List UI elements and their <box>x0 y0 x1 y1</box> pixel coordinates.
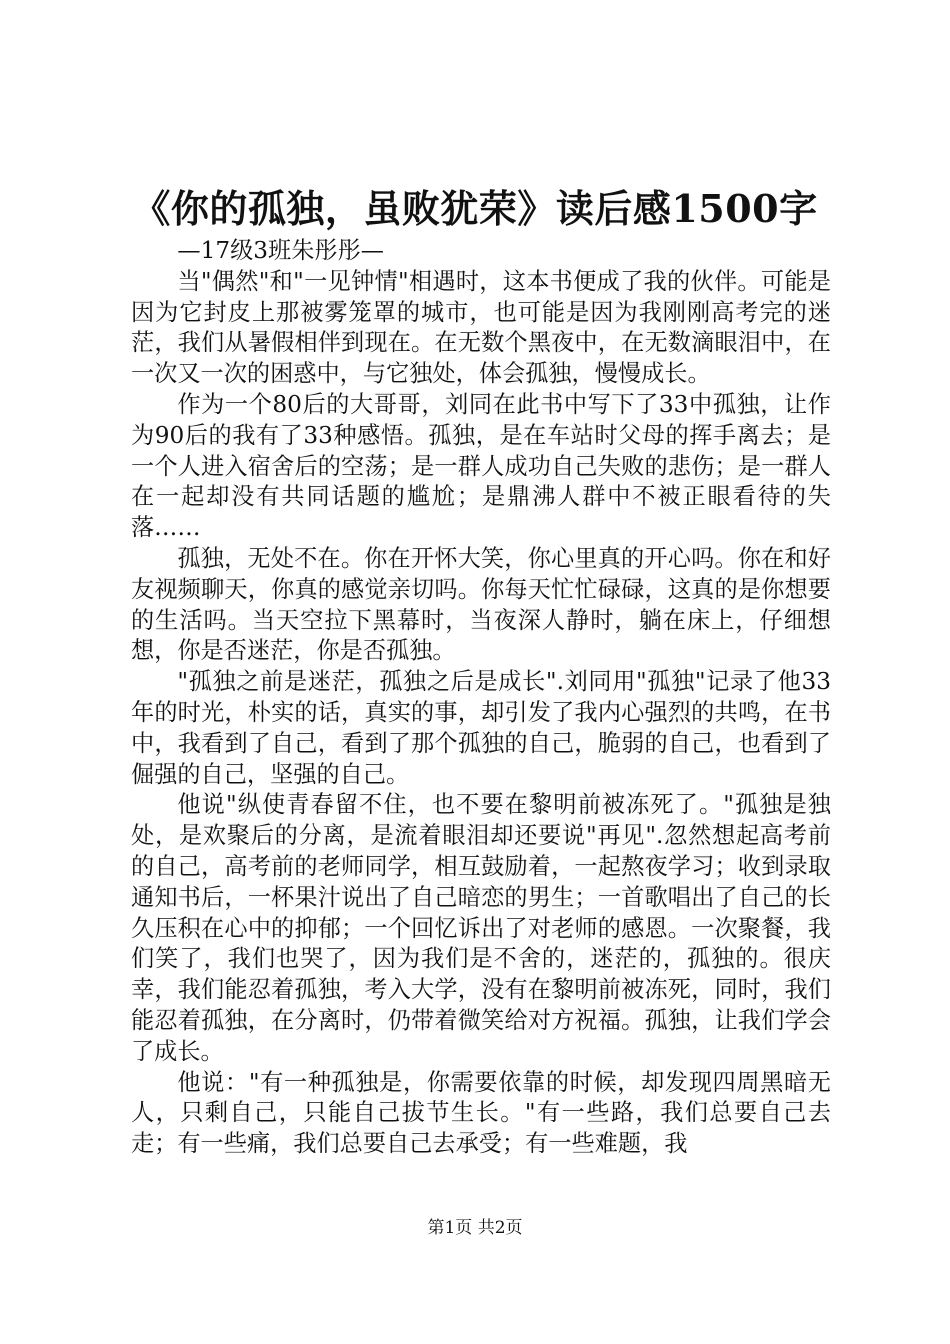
paragraph-5: 他说"纵使青春留不住，也不要在黎明前被冻死了。"孤独是独处，是欢聚后的分离，是流着眼泪却还要说"再见".忽然想起高考前的自己，高考前的老师同学，相互鼓励着，一起熬夜学习；收到录取通知书后，一杯果汁说出了自己暗恋的男生；一首歌唱出了自己的长久压积在心中的抑郁；一个回忆诉出了对老师的感恩。一次聚餐，我们笑了，我们也哭了，因为我们是不舍的，迷茫的，孤独的。很庆幸，我们能忍着孤独，考入大学，没有在黎明前被冻死，同时，我们能忍着孤独，在分离时，仍带着微笑给对方祝福。孤独，让我们学会了成长。 <box>131 791 831 1065</box>
paragraph-2: 作为一个80后的大哥哥，刘同在此书中写下了33中孤独，让作为90后的我有了33种感悟。孤独，是在车站时父母的挥手离去；是一个人进入宿舍后的空荡；是一群人成功自己失败的悲伤；是一群人在一起却没有共同话题的尴尬；是鼎沸人群中不被正眼看待的失落…… <box>131 390 831 542</box>
document-title: 《你的孤独，虽败犹荣》读后感1500字 <box>132 186 818 231</box>
author-byline: —17级3班朱彤彤— <box>177 237 384 264</box>
paragraph-6: 他说："有一种孤独是，你需要依靠的时候，却发现四周黑暗无人，只剩自己，只能自己拔节生长。"有一些路，我们总要自己去走；有一些痛，我们总要自己去承受；有一些难题，我 <box>131 1068 831 1158</box>
paragraph-3: 孤独，无处不在。你在开怀大笑，你心里真的开心吗。你在和好友视频聊天，你真的感觉亲切吗。你每天忙忙碌碌，这真的是你想要的生活吗。当天空拉下黑幕时，当夜深人静时，躺在床上，仔细想想，你是否迷茫，你是否孤独。 <box>131 544 831 665</box>
page-footer: 第1页 共2页 <box>427 1218 523 1238</box>
paragraph-1: 当"偶然"和"一见钟情"相遇时，这本书便成了我的伙伴。可能是因为它封皮上那被雾笼罩的城市，也可能是因为我刚刚高考完的迷茫，我们从暑假相伴到现在。在无数个黑夜中，在无数滴眼泪中，在一次又一次的困惑中，与它独处，体会孤独，慢慢成长。 <box>131 267 831 388</box>
paragraph-4: "孤独之前是迷茫，孤独之后是成长".刘同用"孤独"记录了他33年的时光，朴实的话，真实的事，却引发了我内心强烈的共鸣，在书中，我看到了自己，看到了那个孤独的自己，脆弱的自己，也看到了倔强的自己，坚强的自己。 <box>131 668 831 788</box>
document-body <box>131 236 831 1160</box>
